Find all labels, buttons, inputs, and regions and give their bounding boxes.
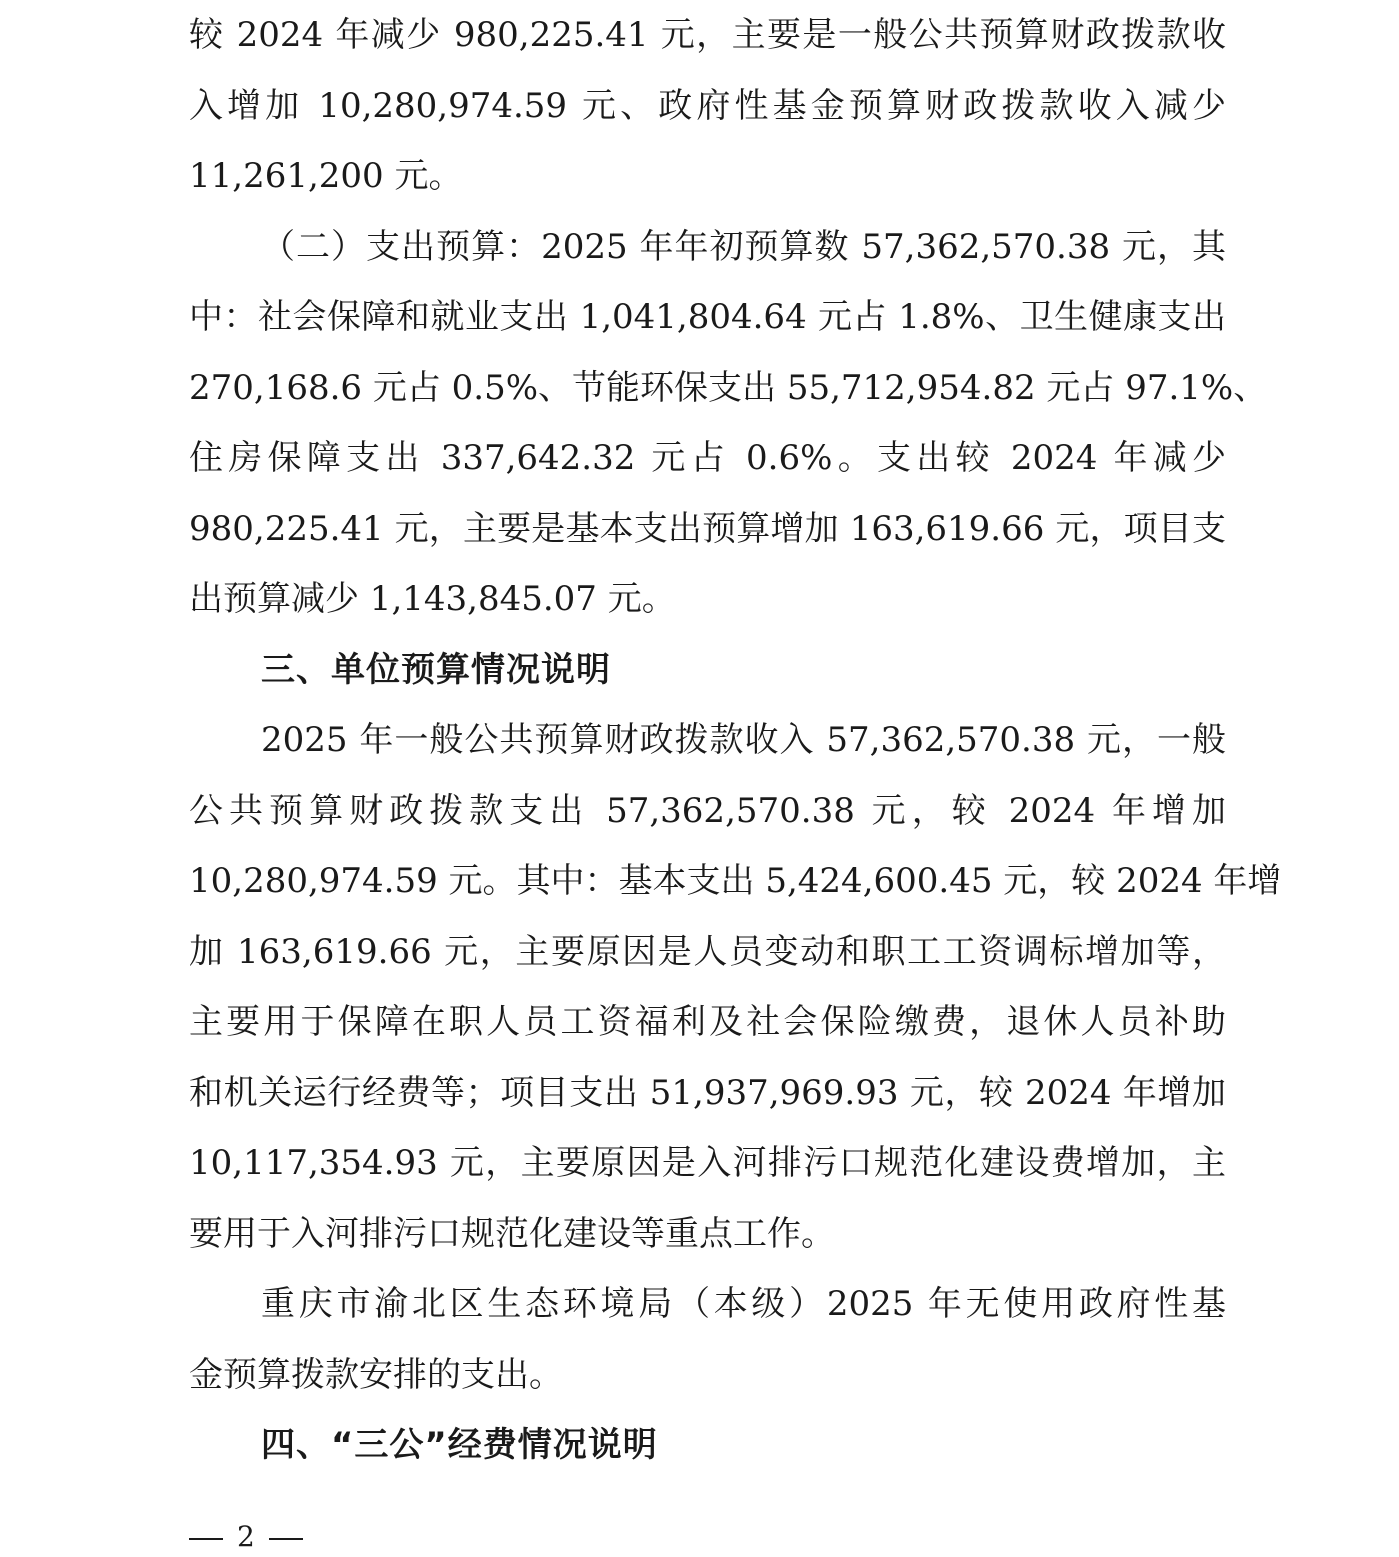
text-line: 中：社会保障和就业支出 1,041,804.64 元占 1.8%、卫生健康支出: [189, 297, 1226, 337]
text-line: 金预算拨款安排的支出。: [189, 1354, 563, 1395]
document-body: [189, 0, 1282, 1481]
text-line: 公共预算财政拨款支出 57,362,570.38 元，较 2024 年增加: [189, 790, 1226, 831]
text-line: 住房保障支出 337,642.32 元占 0.6%。支出较 2024 年减少: [189, 438, 1226, 478]
section-heading: 四、“三公”经费情况说明: [261, 1425, 658, 1465]
text-line: （二）支出预算：2025 年年初预算数 57,362,570.38 元，其: [261, 226, 1226, 267]
text-line: 重庆市渝北区生态环境局（本级）2025 年无使用政府性基: [261, 1284, 1226, 1324]
text-line: 较 2024 年减少 980,225.41 元，主要是一般公共预算财政拨款收: [189, 15, 1226, 55]
text-line: 980,225.41 元，主要是基本支出预算增加 163,619.66 元，项目支: [189, 508, 1226, 549]
text-line: 10,280,974.59 元。其中：基本支出 5,424,600.45 元，较 2024 年增: [189, 861, 1282, 901]
text-line: 和机关运行经费等；项目支出 51,937,969.93 元，较 2024 年增加: [189, 1072, 1226, 1113]
text-line: 10,117,354.93 元，主要原因是入河排污口规范化建设费增加，主: [189, 1143, 1226, 1183]
text-line: 出预算减少 1,143,845.07 元。: [189, 579, 676, 619]
text-line: 主要用于保障在职人员工资福利及社会保险缴费，退休人员补助: [189, 1002, 1226, 1042]
text-line: 要用于入河排污口规范化建设等重点工作。: [189, 1213, 835, 1254]
text-line: 11,261,200 元。: [189, 156, 463, 196]
page-number: 2: [237, 1520, 255, 1553]
text-line: 加 163,619.66 元，主要原因是人员变动和职工工资调标增加等，: [189, 931, 1226, 972]
text-line: 入增加 10,280,974.59 元、政府性基金预算财政拨款收入减少: [189, 85, 1226, 126]
dash-right: [269, 1538, 303, 1540]
page-footer: [189, 1517, 303, 1557]
section-heading: 三、单位预算情况说明: [261, 649, 611, 690]
dash-left: [189, 1538, 223, 1540]
text-line: 270,168.6 元占 0.5%、节能环保支出 55,712,954.82 元占 97.1%、: [189, 367, 1268, 408]
text-line: 2025 年一般公共预算财政拨款收入 57,362,570.38 元，一般: [261, 720, 1226, 760]
